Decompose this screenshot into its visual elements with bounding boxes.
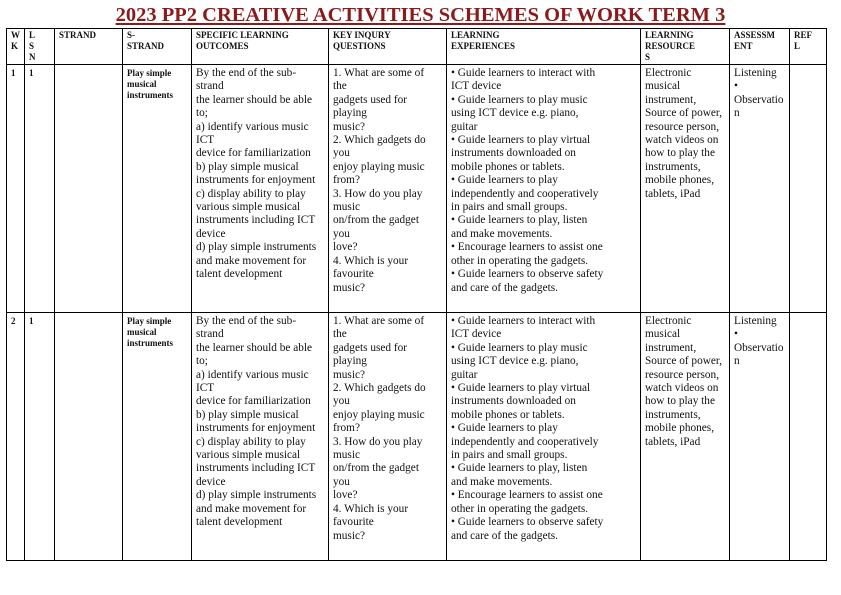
assessment-cell: Listening • Observatio n [730, 65, 790, 313]
week-cell: 2 [7, 313, 25, 561]
sub-strand-cell: Play simple musical instruments [123, 65, 192, 313]
lesson-cell: 1 [25, 65, 55, 313]
sub-strand-cell: Play simple musical instruments [123, 313, 192, 561]
header-reflection: REF L [790, 29, 827, 65]
questions-cell: 1. What are some of the gadgets used for playing music? 2. Which gadgets do you enjoy playing music from? 3. How do you play music on/from the gadget you love? 4. Which is your favourite music? [329, 313, 447, 561]
table-row [7, 65, 827, 313]
header-strand: STRAND [55, 29, 123, 65]
strand-cell [55, 313, 123, 561]
experiences-cell: • Guide learners to interact with ICT device • Guide learners to play music using ICT device e.g. piano, guitar • Guide learners to play virtual instruments downloaded on mobile phones or tablets. • Guide learners to play independently and cooperatively in pairs and small groups. • Guide learners to play, listen and make movements. • Encourage learners to assist one other in operating the gadgets. • Guide learners to observe safety and care of the gadgets. [447, 65, 641, 313]
header-sub-strand: S- STRAND [123, 29, 192, 65]
outcomes-cell: By the end of the sub- strand the learner should be able to; a) identify various music ICT device for familiarization b) play simple musical instruments for enjoyment c) display ability to play various simple musical instruments including ICT device d) play simple instruments and make movement for talent development [192, 313, 329, 561]
assessment-cell: Listening • Observatio n [730, 313, 790, 561]
strand-cell [55, 65, 123, 313]
header-lesson: L S N [25, 29, 55, 65]
scheme-of-work-table [6, 28, 827, 561]
header-row [7, 29, 827, 65]
header-week: W K [7, 29, 25, 65]
reflection-cell [790, 65, 827, 313]
resources-cell: Electronic musical instrument, Source of power, resource person, watch videos on how to play the instruments, mobile phones, tablets, iPad [641, 313, 730, 561]
header-questions: KEY INQURY QUESTIONS [329, 29, 447, 65]
table-row [7, 313, 827, 561]
resources-cell: Electronic musical instrument, Source of power, resource person, watch videos on how to play the instruments, mobile phones, tablets, iPad [641, 65, 730, 313]
lesson-cell: 1 [25, 313, 55, 561]
title-text: 2023 PP2 CREATIVE ACTIVITIES SCHEMES OF WORK TERM 3 [115, 4, 726, 26]
header-experiences: LEARNING EXPERIENCES [447, 29, 641, 65]
header-assessment: ASSESSM ENT [730, 29, 790, 65]
week-cell: 1 [7, 65, 25, 313]
header-outcomes: SPECIFIC LEARNING OUTCOMES [192, 29, 329, 65]
document-title [0, 4, 841, 26]
outcomes-cell: By the end of the sub- strand the learner should be able to; a) identify various music ICT device for familiarization b) play simple musical instruments for enjoyment c) display ability to play various simple musical instruments including ICT device d) play simple instruments and make movement for talent development [192, 65, 329, 313]
questions-cell: 1. What are some of the gadgets used for playing music? 2. Which gadgets do you enjoy playing music from? 3. How do you play music on/from the gadget you love? 4. Which is your favourite music? [329, 65, 447, 313]
header-resources: LEARNING RESOURCE S [641, 29, 730, 65]
experiences-cell: • Guide learners to interact with ICT device • Guide learners to play music using ICT device e.g. piano, guitar • Guide learners to play virtual instruments downloaded on mobile phones or tablets. • Guide learners to play independently and cooperatively in pairs and small groups. • Guide learners to play, listen and make movements. • Encourage learners to assist one other in operating the gadgets. • Guide learners to observe safety and care of the gadgets. [447, 313, 641, 561]
reflection-cell [790, 313, 827, 561]
